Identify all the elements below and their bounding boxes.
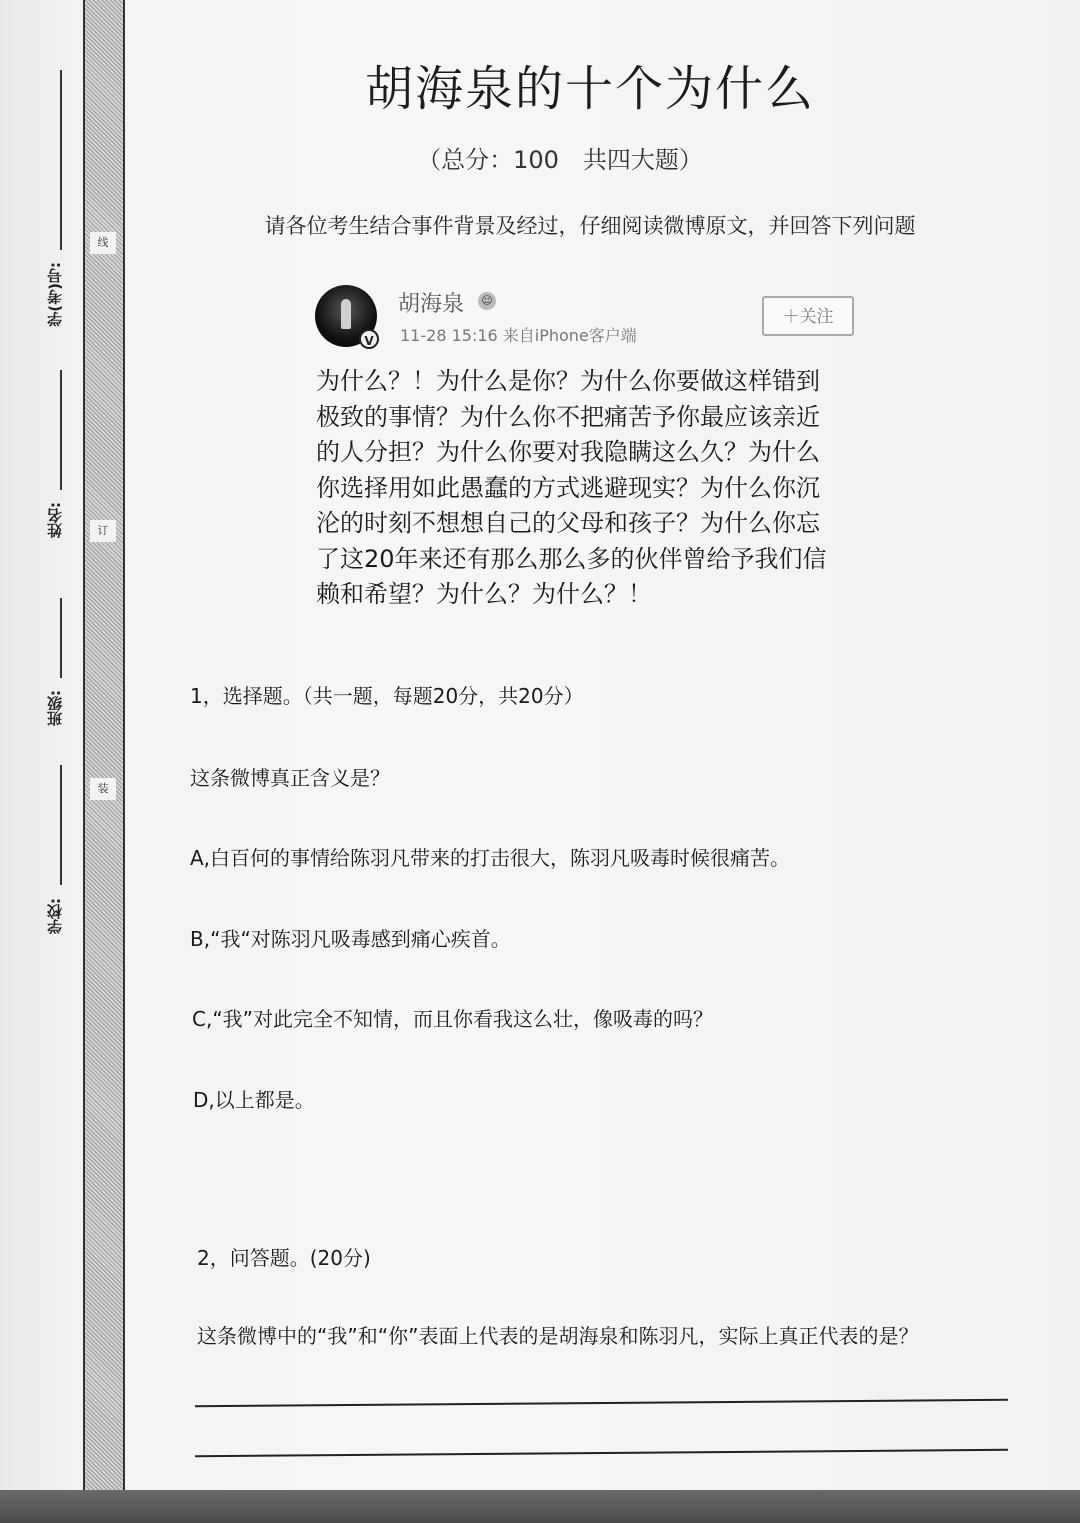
binding-margin xyxy=(83,0,125,1490)
weibo-text-line: 的人分担？为什么你要对我隐瞒这么久？为什么 xyxy=(316,438,820,466)
option-a: A,白百何的事情给陈羽凡带来的打击很大，陈羽凡吸毒时候很痛苦。 xyxy=(190,846,791,870)
name-blank xyxy=(60,370,62,490)
class-blank xyxy=(60,598,62,678)
avatar-figure-icon xyxy=(341,299,351,329)
weibo-text-line: 沦的时刻不想想自己的父母和孩子？为什么你忘 xyxy=(316,509,820,537)
table-surface xyxy=(0,1490,1080,1523)
student-id-blank xyxy=(60,70,62,250)
option-d: D,以上都是。 xyxy=(193,1088,315,1112)
section2-heading: 2，问答题。(20分) xyxy=(197,1246,371,1270)
section1-question: 这条微博真正含义是？ xyxy=(190,766,390,790)
score-info: （总分：100 共四大题） xyxy=(417,146,703,174)
instruction-text: 请各位考生结合事件背景及经过，仔细阅读微博原文，并回答下列问题 xyxy=(264,214,916,238)
exam-title: 胡海泉的十个为什么 xyxy=(364,61,815,117)
weibo-user-name: 胡海泉 xyxy=(398,292,465,317)
weibo-text-line: 了这20年来还有那么那么多的伙伴曾给予我们信 xyxy=(316,544,827,573)
binding-mark-order: 订 xyxy=(90,520,116,542)
weibo-text-line: 你选择用如此愚蠢的方式逃避现实？为什么你沉 xyxy=(316,473,820,502)
school-label: 学校: xyxy=(46,898,64,934)
option-b: B,“我“对陈羽凡吸毒感到痛心疾首。 xyxy=(190,927,511,951)
option-c: C,“我”对此完全不知情，而且你看我这么壮，像吸毒的吗？ xyxy=(192,1007,714,1031)
weibo-post-meta: 11-28 15:16 来自iPhone客户端 xyxy=(400,326,637,345)
binding-mark-line: 线 xyxy=(90,232,116,254)
section2-question: 这条微博中的“我”和“你”表面上代表的是胡海泉和陈羽凡，实际上真正代表的是？ xyxy=(197,1324,919,1348)
binding-mark-bind: 装 xyxy=(90,778,116,800)
weibo-text-line: 赖和希望？为什么？为什么？！ xyxy=(316,580,652,608)
user-badge-icon: ☺ xyxy=(478,292,496,310)
student-id-label: 学(考)号: xyxy=(46,262,64,327)
verified-icon: V xyxy=(359,329,379,349)
avatar xyxy=(315,285,377,347)
follow-button: ＋关注 xyxy=(762,296,854,336)
school-blank xyxy=(60,765,62,885)
weibo-text-line: 极致的事情？为什么你不把痛苦予你最应该亲近 xyxy=(316,402,820,431)
section1-heading: 1，选择题。（共一题，每题20分，共20分） xyxy=(190,684,584,708)
class-label: 班级: xyxy=(46,690,64,726)
weibo-post-text xyxy=(316,364,856,613)
name-label: 姓名: xyxy=(46,502,64,538)
weibo-text-line: 为什么？！为什么是你？为什么你要做这样错到 xyxy=(316,367,820,395)
